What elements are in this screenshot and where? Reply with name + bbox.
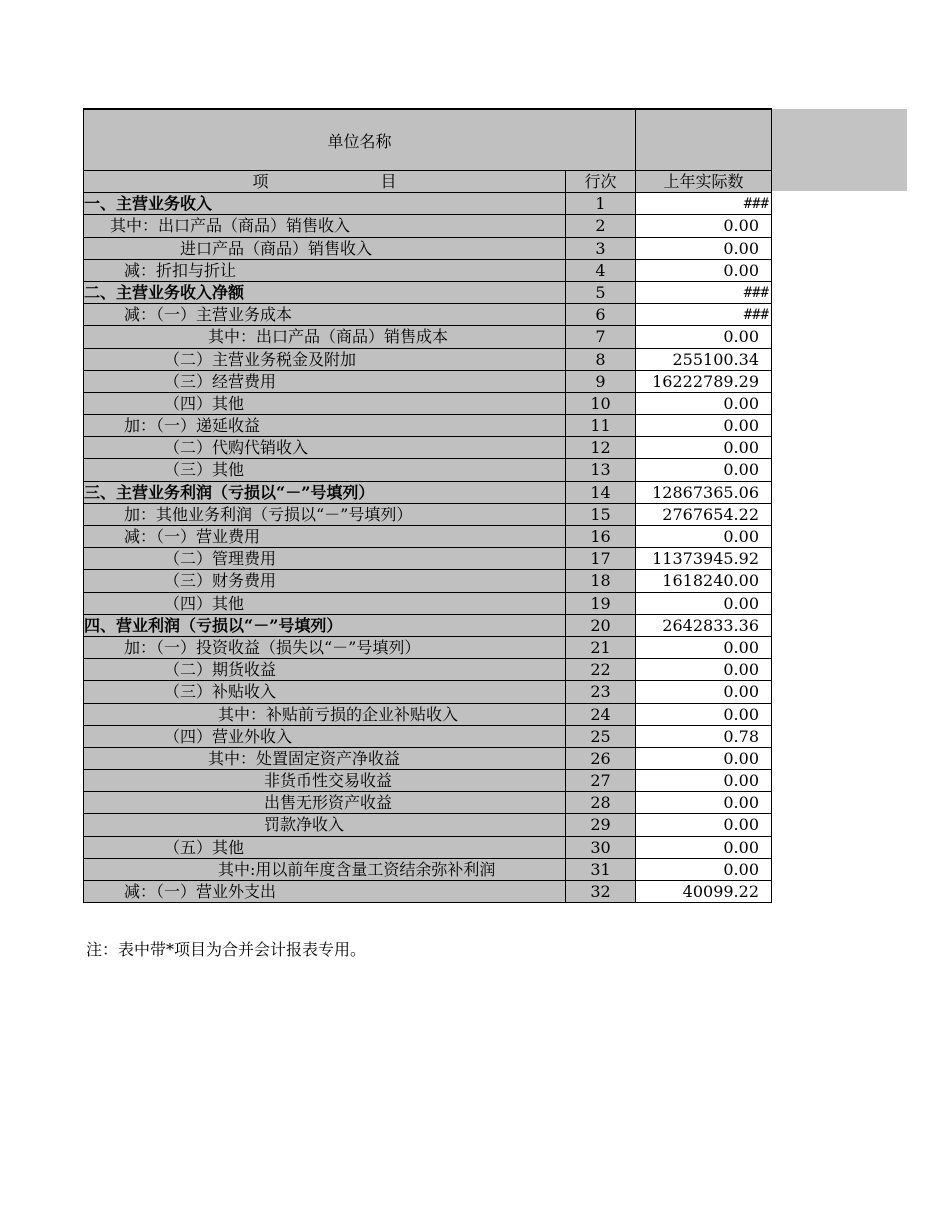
- row-item-label: 加：其他业务利润（亏损以“－”号填列）: [84, 504, 566, 525]
- row-line-number: 20: [566, 615, 636, 636]
- table-row: [83, 238, 772, 260]
- table-row: [83, 526, 772, 548]
- row-item-label: （二）代购代销收入: [84, 437, 566, 458]
- row-item-label: 进口产品（商品）销售收入: [84, 238, 566, 259]
- footnote: 注：表中带*项目为合并会计报表专用。: [86, 940, 367, 959]
- table-row: [83, 349, 772, 371]
- row-item-label: 加：（一）投资收益（损失以“－”号填列）: [84, 637, 566, 658]
- row-item-label: 减：（一）主营业务成本: [84, 304, 566, 325]
- row-line-number: 30: [566, 837, 636, 858]
- row-line-number: 22: [566, 659, 636, 680]
- table-row: [83, 371, 772, 393]
- row-item-label: 非货币性交易收益: [84, 770, 566, 791]
- row-prev-year-value[interactable]: 0.00: [636, 415, 771, 436]
- row-item-label: 减：（一）营业费用: [84, 526, 566, 547]
- row-prev-year-value[interactable]: 0.78: [636, 726, 771, 747]
- row-prev-year-value[interactable]: 1618240.00: [636, 570, 771, 591]
- row-prev-year-value[interactable]: 0.00: [636, 326, 771, 347]
- row-line-number: 27: [566, 770, 636, 791]
- table-row: [83, 282, 772, 304]
- row-item-label: 加：（一）递延收益: [84, 415, 566, 436]
- row-item-label: （二）期货收益: [84, 659, 566, 680]
- row-line-number: 15: [566, 504, 636, 525]
- table-row: [83, 615, 772, 637]
- row-item-label: 减：（一）营业外支出: [84, 881, 566, 902]
- row-prev-year-value[interactable]: 0.00: [636, 659, 771, 680]
- row-line-number: 28: [566, 792, 636, 813]
- table-row: [83, 459, 772, 481]
- row-item-label: 其中：出口产品（商品）销售成本: [84, 326, 566, 347]
- row-item-label: 其中：出口产品（商品）销售收入: [84, 215, 566, 236]
- table-body: [83, 193, 772, 903]
- row-item-label: （三）财务费用: [84, 570, 566, 591]
- unit-name-value-cell[interactable]: [636, 110, 771, 170]
- unit-name-label: 单位名称: [84, 110, 636, 170]
- row-line-number: 4: [566, 260, 636, 281]
- row-line-number: 26: [566, 748, 636, 769]
- table-row: [83, 814, 772, 836]
- income-statement-sheet: [83, 108, 772, 903]
- row-prev-year-value[interactable]: ###: [636, 304, 771, 325]
- row-line-number: 24: [566, 704, 636, 725]
- row-prev-year-value[interactable]: 0.00: [636, 238, 771, 259]
- row-prev-year-value[interactable]: 0.00: [636, 792, 771, 813]
- table-row: [83, 393, 772, 415]
- row-prev-year-value[interactable]: 0.00: [636, 393, 771, 414]
- row-prev-year-value[interactable]: 0.00: [636, 437, 771, 458]
- row-item-label: 罚款净收入: [84, 814, 566, 835]
- table-row: [83, 659, 772, 681]
- row-line-number: 16: [566, 526, 636, 547]
- table-row: [83, 260, 772, 282]
- row-line-number: 6: [566, 304, 636, 325]
- row-line-number: 17: [566, 548, 636, 569]
- row-prev-year-value[interactable]: 40099.22: [636, 881, 771, 902]
- row-prev-year-value[interactable]: 16222789.29: [636, 371, 771, 392]
- row-prev-year-value[interactable]: ###: [636, 193, 771, 214]
- table-row: [83, 570, 772, 592]
- selected-cell-block: [771, 109, 907, 191]
- row-prev-year-value[interactable]: 0.00: [636, 770, 771, 791]
- table-row: [83, 792, 772, 814]
- row-item-label: 其中:用以前年度含量工资结余弥补利润: [84, 859, 566, 880]
- row-line-number: 11: [566, 415, 636, 436]
- row-line-number: 29: [566, 814, 636, 835]
- row-prev-year-value[interactable]: 0.00: [636, 593, 771, 614]
- row-line-number: 32: [566, 881, 636, 902]
- row-line-number: 25: [566, 726, 636, 747]
- row-line-number: 23: [566, 681, 636, 702]
- row-line-number: 7: [566, 326, 636, 347]
- column-header-prev-year: 上年实际数: [636, 171, 771, 192]
- row-line-number: 8: [566, 349, 636, 370]
- row-item-label: （三）补贴收入: [84, 681, 566, 702]
- row-line-number: 18: [566, 570, 636, 591]
- table-row: [83, 859, 772, 881]
- row-line-number: 14: [566, 482, 636, 503]
- row-item-label: 二、主营业务收入净额: [84, 282, 566, 303]
- row-item-label: （三）经营费用: [84, 371, 566, 392]
- row-item-label: （二）管理费用: [84, 548, 566, 569]
- table-row: [83, 548, 772, 570]
- row-prev-year-value[interactable]: 0.00: [636, 637, 771, 658]
- row-line-number: 5: [566, 282, 636, 303]
- table-row: [83, 748, 772, 770]
- row-item-label: 三、主营业务利润（亏损以“－”号填列）: [84, 482, 566, 503]
- row-item-label: 减：折扣与折让: [84, 260, 566, 281]
- row-item-label: 其中：补贴前亏损的企业补贴收入: [84, 704, 566, 725]
- row-prev-year-value[interactable]: 255100.34: [636, 349, 771, 370]
- row-line-number: 12: [566, 437, 636, 458]
- row-line-number: 19: [566, 593, 636, 614]
- row-line-number: 2: [566, 215, 636, 236]
- column-header-line: 行次: [566, 171, 636, 192]
- table-row: [83, 637, 772, 659]
- table-row: [83, 304, 772, 326]
- row-item-label: （四）其他: [84, 593, 566, 614]
- row-item-label: 四、营业利润（亏损以“－”号填列）: [84, 615, 566, 636]
- row-item-label: 其中：处置固定资产净收益: [84, 748, 566, 769]
- row-prev-year-value[interactable]: 0.00: [636, 748, 771, 769]
- table-row: [83, 681, 772, 703]
- column-header-item: 项 目: [84, 171, 566, 192]
- row-item-label: （三）其他: [84, 459, 566, 480]
- row-prev-year-value[interactable]: 0.00: [636, 260, 771, 281]
- row-line-number: 1: [566, 193, 636, 214]
- row-line-number: 21: [566, 637, 636, 658]
- row-line-number: 3: [566, 238, 636, 259]
- row-prev-year-value[interactable]: 0.00: [636, 681, 771, 702]
- table-row: [83, 504, 772, 526]
- table-row: [83, 215, 772, 237]
- table-row: [83, 704, 772, 726]
- table-row: [83, 726, 772, 748]
- table-row: [83, 193, 772, 215]
- table-row: [83, 326, 772, 348]
- row-prev-year-value[interactable]: 11373945.92: [636, 548, 771, 569]
- table-row: [83, 593, 772, 615]
- row-prev-year-value[interactable]: 12867365.06: [636, 482, 771, 503]
- row-prev-year-value[interactable]: 0.00: [636, 814, 771, 835]
- row-prev-year-value[interactable]: 0.00: [636, 859, 771, 880]
- table-row: [83, 437, 772, 459]
- row-prev-year-value[interactable]: 0.00: [636, 837, 771, 858]
- row-prev-year-value[interactable]: ###: [636, 282, 771, 303]
- row-item-label: （四）营业外收入: [84, 726, 566, 747]
- row-prev-year-value[interactable]: 0.00: [636, 704, 771, 725]
- table-row: [83, 837, 772, 859]
- table-row: [83, 770, 772, 792]
- row-line-number: 13: [566, 459, 636, 480]
- row-item-label: （四）其他: [84, 393, 566, 414]
- row-prev-year-value[interactable]: 0.00: [636, 526, 771, 547]
- column-header-row: [83, 171, 772, 193]
- row-line-number: 10: [566, 393, 636, 414]
- row-prev-year-value[interactable]: 0.00: [636, 459, 771, 480]
- table-row: [83, 881, 772, 903]
- table-row: [83, 482, 772, 504]
- table-row: [83, 415, 772, 437]
- row-item-label: 出售无形资产收益: [84, 792, 566, 813]
- row-line-number: 9: [566, 371, 636, 392]
- row-prev-year-value[interactable]: 2642833.36: [636, 615, 771, 636]
- row-prev-year-value[interactable]: 0.00: [636, 215, 771, 236]
- row-line-number: 31: [566, 859, 636, 880]
- row-item-label: （五）其他: [84, 837, 566, 858]
- row-item-label: （二）主营业务税金及附加: [84, 349, 566, 370]
- row-prev-year-value[interactable]: 2767654.22: [636, 504, 771, 525]
- row-item-label: 一、主营业务收入: [84, 193, 566, 214]
- unit-name-header: [83, 108, 772, 171]
